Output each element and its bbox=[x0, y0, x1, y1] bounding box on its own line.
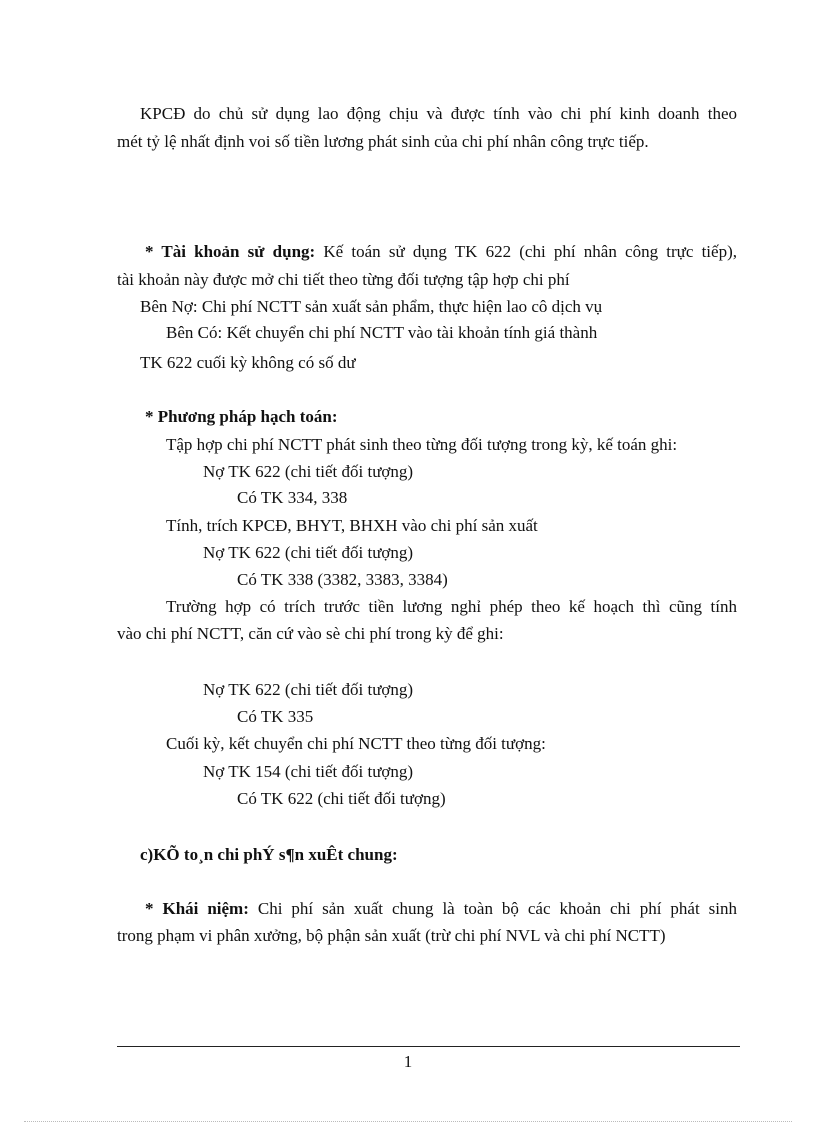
paragraph-line: TK 622 cuối kỳ không có số dư bbox=[140, 353, 356, 372]
journal-debit-line: Nợ TK 622 (chi tiết đối tượng) bbox=[203, 462, 414, 481]
paragraph-line: Bên Nợ: Chi phí NCTT sản xuất sản phẩm, thực hiện lao cô dịch vụ bbox=[140, 297, 603, 316]
paragraph-line: Trường hợp có trích trước tiền lương nghỉ phép theo kế hoạch thì cũng tính bbox=[166, 597, 737, 616]
section-heading: * Khái niệm: bbox=[145, 899, 249, 918]
section-line bbox=[145, 407, 338, 427]
section-line bbox=[145, 242, 737, 262]
paragraph-line: Bên Có: Kết chuyển chi phí NCTT vào tài khoản tính giá thành bbox=[166, 323, 598, 342]
paragraph-line: vào chi phí NCTT, căn cứ vào sè chi phí trong kỳ để ghi: bbox=[117, 624, 504, 643]
journal-debit-line: Nợ TK 622 (chi tiết đối tượng) bbox=[203, 680, 414, 699]
journal-credit-line: Có TK 622 (chi tiết đối tượng) bbox=[237, 789, 446, 808]
section-line bbox=[145, 899, 737, 919]
paragraph-line: trong phạm vi phân xưởng, bộ phận sản xuất (trừ chi phí NVL và chi phí NCTT) bbox=[117, 926, 666, 945]
footer-divider bbox=[117, 1046, 740, 1047]
journal-credit-line: Có TK 338 (3382, 3383, 3384) bbox=[237, 570, 448, 589]
subsection-heading: c)KÕ to¸n chi phÝ s¶n xuÊt chung: bbox=[140, 845, 398, 864]
section-heading: * Tài khoản sử dụng: bbox=[145, 242, 316, 261]
paragraph-line: Tập hợp chi phí NCTT phát sinh theo từng đối tượng trong kỳ, kế toán ghi: bbox=[166, 435, 678, 454]
paragraph-line: mét tỷ lệ nhất định voi số tiền lương phát sinh của chi phí nhân công trực tiếp. bbox=[117, 132, 649, 151]
journal-credit-line: Có TK 334, 338 bbox=[237, 488, 348, 507]
journal-credit-line: Có TK 335 bbox=[237, 707, 314, 726]
page-edge-dotted-line bbox=[24, 1121, 792, 1122]
journal-debit-line: Nợ TK 622 (chi tiết đối tượng) bbox=[203, 543, 414, 562]
paragraph-line: Tính, trích KPCĐ, BHYT, BHXH vào chi phí sản xuất bbox=[166, 516, 538, 535]
page-number: 1 bbox=[403, 1052, 413, 1071]
section-heading: * Phương pháp hạch toán: bbox=[145, 407, 338, 426]
paragraph-line: Cuối kỳ, kết chuyển chi phí NCTT theo từng đối tượng: bbox=[166, 734, 546, 753]
journal-debit-line: Nợ TK 154 (chi tiết đối tượng) bbox=[203, 762, 414, 781]
paragraph-line: KPCĐ do chủ sử dụng lao động chịu và được tính vào chi phí kinh doanh theo bbox=[140, 104, 737, 123]
paragraph-text: Chi phí sản xuất chung là toàn bộ các khoản chi phí phát sinh bbox=[257, 899, 738, 918]
paragraph-line: tài khoản này được mở chi tiết theo từng đối tượng tập hợp chi phí bbox=[117, 270, 570, 289]
paragraph-text: Kế toán sử dụng TK 622 (chi phí nhân công trực tiếp), bbox=[323, 242, 737, 261]
